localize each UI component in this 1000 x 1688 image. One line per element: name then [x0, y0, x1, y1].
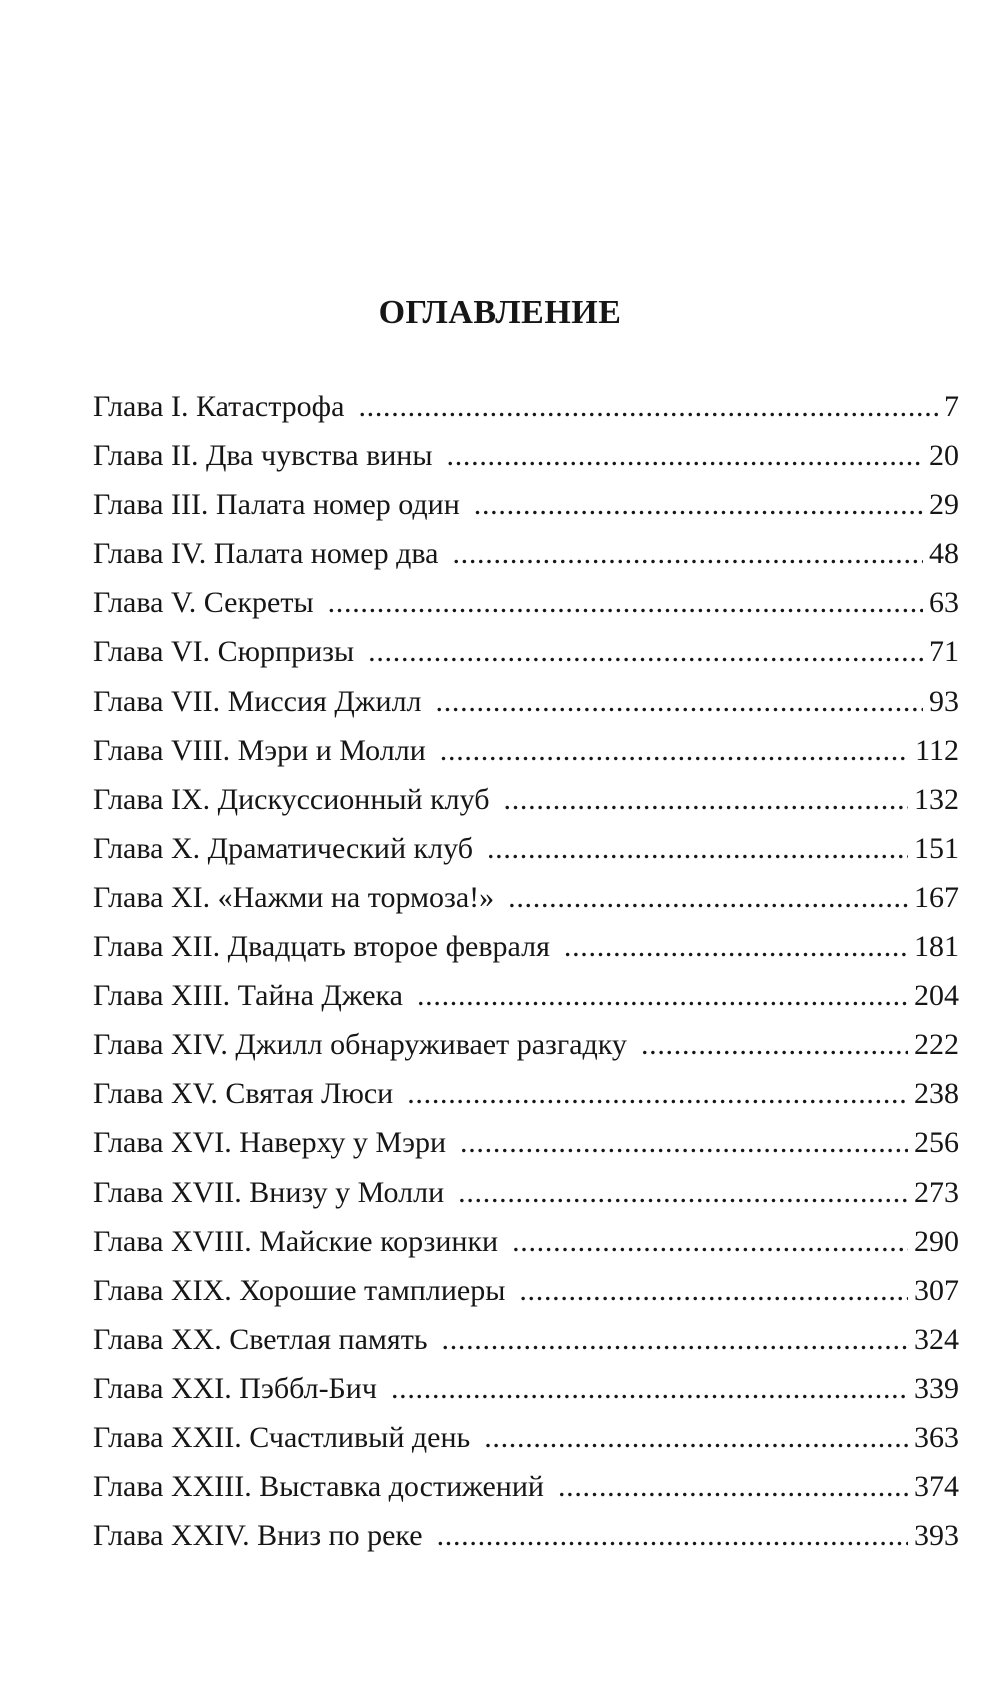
toc-entry-page-number: 29	[929, 488, 959, 522]
toc-entry	[93, 539, 959, 588]
dot-leader	[484, 1423, 908, 1453]
toc-entry-label: Глава XXII. Счастливый день	[93, 1420, 471, 1454]
toc-entry-page-number: 167	[914, 880, 959, 914]
toc-entry-page-number: 204	[914, 979, 959, 1013]
toc-entry-page-number: 256	[914, 1126, 959, 1160]
toc-entry-label: Глава IV. Палата номер два	[93, 537, 439, 571]
dot-leader	[452, 539, 923, 569]
dot-leader	[512, 1227, 908, 1257]
toc-entry	[93, 1371, 959, 1423]
dot-leader	[440, 736, 909, 766]
toc-entry	[93, 1322, 959, 1374]
toc-entry	[93, 1079, 959, 1128]
toc-entry-label: Глава XII. Двадцать второе февраля	[93, 930, 550, 964]
toc-entry-page-number: 20	[929, 439, 959, 473]
toc-entry-page-number: 93	[929, 684, 959, 718]
toc-entry-label: Глава XVIII. Майские корзинки	[93, 1224, 499, 1258]
toc-entry-page-number: 71	[929, 635, 959, 669]
toc-entry-label: Глава XX. Светлая память	[93, 1322, 428, 1356]
toc-entry-page-number: 112	[915, 733, 959, 767]
toc-entry-page-number: 339	[914, 1371, 959, 1405]
toc-entry	[93, 1128, 959, 1177]
toc-entry-page-number: 393	[914, 1519, 959, 1553]
toc-entry	[93, 588, 959, 637]
toc-entry-label: Глава XV. Святая Люси	[93, 1077, 394, 1111]
toc-entry-label: Глава X. Драматический клуб	[93, 831, 473, 865]
toc-entry-label: Глава VI. Сюрпризы	[93, 635, 355, 669]
toc-entry-label: Глава VII. Миссия Джилл	[93, 684, 422, 718]
toc-entry	[93, 490, 959, 539]
toc-entry-label: Глава I. Катастрофа	[93, 390, 345, 423]
toc-entry-label: Глава XIX. Хорошие тамплиеры	[93, 1273, 506, 1307]
dot-leader	[564, 932, 908, 962]
dot-leader	[436, 687, 923, 717]
toc-entry-page-number: 132	[914, 782, 959, 816]
dot-leader	[437, 1521, 908, 1551]
toc-entry-page-number: 273	[914, 1175, 959, 1209]
dot-leader	[519, 1276, 908, 1306]
toc-entry-page-number: 222	[914, 1028, 959, 1062]
dot-leader	[487, 834, 908, 864]
toc-entry-page-number: 374	[914, 1470, 959, 1504]
toc-entry-label: Глава III. Палата номер один	[93, 488, 460, 522]
toc-entry	[93, 1521, 959, 1570]
toc-entry	[93, 880, 959, 932]
toc-entry	[93, 637, 959, 686]
toc-entry-label: Глава XIV. Джилл обнаруживает разгадку	[93, 1028, 627, 1062]
toc-entry	[93, 1030, 959, 1079]
toc-entry	[93, 981, 959, 1030]
dot-leader	[474, 490, 923, 520]
toc-entry	[93, 1224, 959, 1276]
toc-entry	[93, 1472, 959, 1521]
dot-leader	[508, 883, 908, 913]
toc-entry-label: Глава VIII. Мэри и Молли	[93, 733, 426, 767]
table-of-contents	[93, 392, 959, 1570]
dot-leader	[417, 981, 908, 1011]
dot-leader	[558, 1472, 908, 1502]
toc-entry-page-number: 181	[914, 930, 959, 964]
toc-entry-page-number: 324	[914, 1322, 959, 1356]
toc-entry-label: Глава XI. «Нажми на тормоза!»	[93, 880, 495, 914]
toc-entry	[93, 932, 959, 981]
dot-leader	[368, 637, 923, 667]
toc-entry	[93, 392, 959, 441]
dot-leader	[460, 1128, 908, 1158]
toc-entry-label: Глава XVI. Наверху у Мэри	[93, 1126, 447, 1160]
toc-entry-label: Глава IX. Дискуссионный клуб	[93, 782, 490, 816]
toc-entry	[93, 733, 959, 785]
toc-entry-page-number: 7	[944, 390, 959, 423]
dot-leader	[407, 1079, 908, 1109]
toc-entry-page-number: 48	[929, 537, 959, 571]
toc-entry-label: Глава XXI. Пэббл-Бич	[93, 1371, 377, 1405]
toc-entry-label: Глава XIII. Тайна Джека	[93, 979, 403, 1013]
toc-entry-page-number: 238	[914, 1077, 959, 1111]
toc-entry-label: Глава XVII. Внизу у Молли	[93, 1175, 445, 1209]
toc-entry	[93, 441, 959, 490]
dot-leader	[442, 1325, 909, 1355]
toc-entry	[93, 831, 959, 883]
toc-entry-label: Глава V. Секреты	[93, 586, 314, 620]
dot-leader	[458, 1178, 908, 1208]
toc-entry	[93, 1420, 959, 1472]
toc-entry	[93, 1175, 959, 1227]
toc-entry-page-number: 307	[914, 1273, 959, 1307]
toc-entry	[93, 1273, 959, 1325]
dot-leader	[391, 1374, 908, 1404]
page-title: ОГЛАВЛЕНИЕ	[378, 294, 622, 331]
toc-entry-label: Глава XXIII. Выставка достижений	[93, 1470, 544, 1504]
toc-entry-page-number: 151	[914, 831, 959, 865]
dot-leader	[504, 785, 908, 815]
toc-entry-label: Глава II. Два чувства вины	[93, 439, 433, 473]
dot-leader	[447, 441, 923, 471]
toc-entry	[93, 782, 959, 834]
toc-entry	[93, 684, 959, 736]
toc-entry-page-number: 63	[929, 586, 959, 620]
dot-leader	[328, 588, 923, 618]
toc-entry-label: Глава XXIV. Вниз по реке	[93, 1519, 423, 1553]
toc-entry-page-number: 290	[914, 1224, 959, 1258]
toc-entry-page-number: 363	[914, 1420, 959, 1454]
dot-leader	[641, 1030, 908, 1060]
dot-leader	[358, 392, 938, 422]
